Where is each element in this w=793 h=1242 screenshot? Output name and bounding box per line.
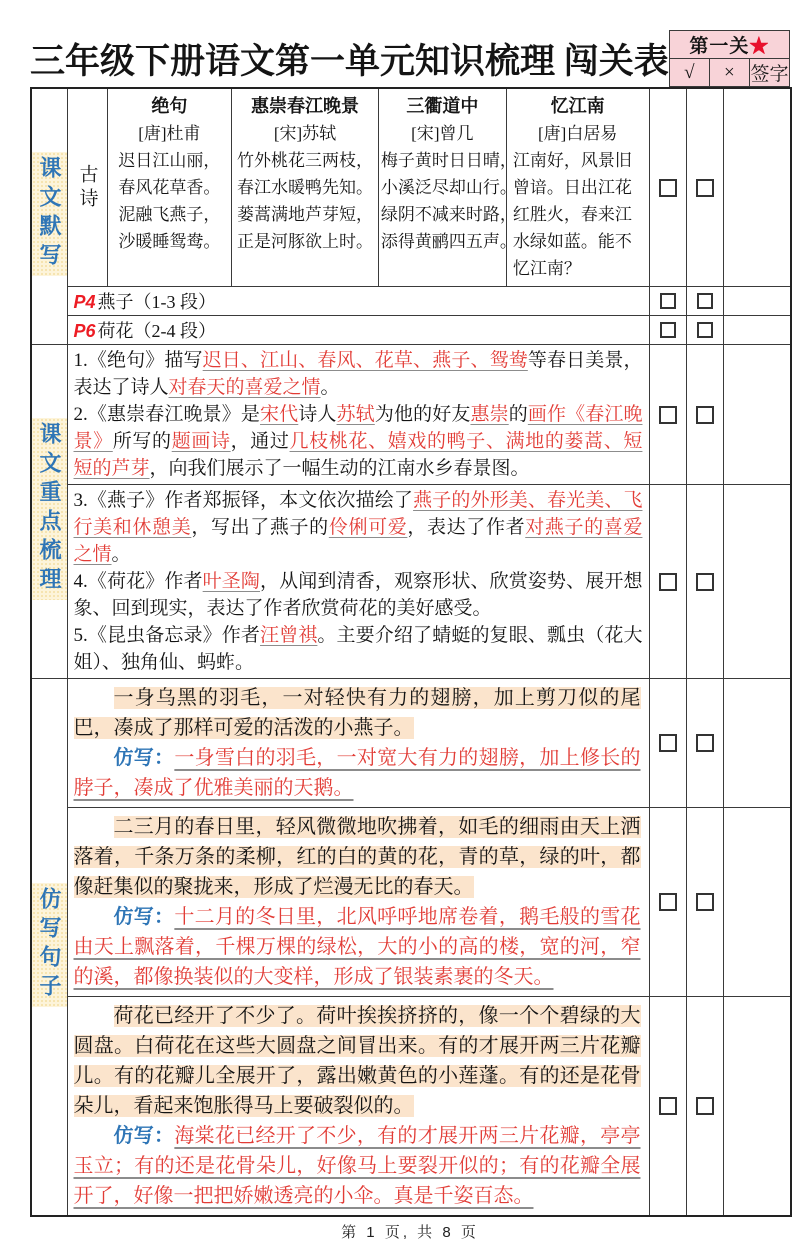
dictation-text: 燕子（1-3 段） bbox=[97, 292, 217, 312]
header bbox=[30, 30, 790, 87]
checkbox-correct[interactable] bbox=[659, 573, 677, 591]
poems-cell bbox=[67, 88, 649, 287]
dictation-text: 荷花（2-4 段） bbox=[97, 321, 217, 341]
page-ref: P4 bbox=[73, 292, 96, 312]
poem-line: 蒌蒿满地芦芽短， bbox=[237, 205, 374, 224]
pass-level-title bbox=[669, 31, 789, 59]
checkbox-wrong[interactable] bbox=[696, 893, 714, 911]
poem-line: 春风花草香。 bbox=[118, 178, 221, 197]
worksheet-table bbox=[30, 87, 792, 1217]
poem-line: 春江水暖鸭先知。 bbox=[237, 178, 374, 197]
checkbox-correct[interactable] bbox=[660, 293, 676, 309]
pass-level-box bbox=[669, 30, 790, 87]
cross-column-header: × bbox=[709, 59, 749, 87]
poem-line: 竹外桃花三两枝， bbox=[237, 151, 374, 170]
imitation-label: 仿写： bbox=[113, 906, 175, 928]
poem-author: [宋]苏轼 bbox=[273, 124, 337, 143]
signature-cell[interactable] bbox=[723, 316, 791, 345]
keypoint-item: 2.《惠崇春江晚景》是宋代诗人苏轼为他的好友惠崇的画作《春江晚景》所写的题画诗，通过几枝桃花、嬉戏的鸭子、满地的蒌蒿、短短的芦芽，向我们展示了一幅生动的江南水乡春景图。 bbox=[73, 404, 643, 479]
ancient-poetry-label: 古诗 bbox=[76, 163, 98, 212]
checkbox-correct[interactable] bbox=[659, 734, 677, 752]
signature-cell[interactable] bbox=[723, 808, 791, 997]
poem-title: 绝句 bbox=[151, 96, 188, 116]
poem-line: 江南好，风景旧曾谙。日出江花红胜火，春来江水绿如蓝。能不忆江南？ bbox=[512, 151, 632, 278]
dictation-item-p4 bbox=[67, 287, 649, 316]
original-sentence bbox=[74, 1001, 641, 1121]
imitation-answer: 海棠花已经开了不少，有的才展开两三片花瓣，亭亭玉立；有的还是花骨朵儿，好像马上要裂开似的；有的花瓣全展开了，好像一把把娇嫩透亮的小伞。真是千姿百态。 bbox=[73, 1125, 641, 1207]
poem-huichong bbox=[231, 89, 378, 286]
imitation-answer: 一身雪白的羽毛，一对宽大有力的翅膀，加上修长的脖子，凑成了优雅美丽的天鹅。 bbox=[73, 747, 641, 799]
keypoint-item: 1.《绝句》描写迟日、江山、春风、花草、燕子、鸳鸯等春日美景，表达了诗人对春天的喜爱之情。 bbox=[73, 350, 643, 398]
imitation-label: 仿写： bbox=[113, 747, 175, 769]
signature-cell[interactable] bbox=[723, 287, 791, 316]
poem-line: 迟日江山丽， bbox=[118, 151, 221, 170]
poem-line: 正是河豚欲上时。 bbox=[237, 232, 374, 251]
keypoints-group-1 bbox=[67, 345, 649, 485]
imitation-block-2 bbox=[67, 808, 649, 997]
poem-title: 忆江南 bbox=[550, 96, 605, 116]
signature-cell[interactable] bbox=[723, 679, 791, 808]
poem-line: 泥融飞燕子， bbox=[118, 205, 221, 224]
check-column-header: √ bbox=[669, 59, 709, 87]
poem-line: 绿阴不减来时路， bbox=[380, 205, 517, 224]
original-sentence bbox=[74, 812, 641, 902]
sidebar-section-imitation bbox=[31, 679, 67, 1217]
keypoint-item: 4.《荷花》作者叶圣陶，从闻到清香，观察形状、欣赏姿势、展开想象、回到现实，表达了作者欣赏荷花的美好感受。 bbox=[73, 571, 643, 619]
keypoints-section-label: 课文重点梳理 bbox=[32, 418, 67, 600]
keypoints-group-2 bbox=[67, 485, 649, 679]
poem-line: 梅子黄时日日晴， bbox=[380, 151, 517, 170]
page-ref: P6 bbox=[73, 321, 96, 341]
worksheet-page bbox=[30, 30, 790, 1242]
checkbox-wrong[interactable] bbox=[696, 573, 714, 591]
poem-yijiangnan bbox=[506, 89, 649, 286]
poem-title: 三衢道中 bbox=[406, 96, 479, 116]
poem-line: 小溪泛尽却山行。 bbox=[380, 178, 517, 197]
signature-cell[interactable] bbox=[723, 997, 791, 1217]
pass-level-label: 第一关 bbox=[689, 36, 750, 57]
dictation-section-label: 课文默写 bbox=[32, 152, 67, 276]
checkbox-wrong[interactable] bbox=[696, 1097, 714, 1115]
poem-jueju bbox=[107, 89, 232, 286]
imitation-line bbox=[74, 1121, 641, 1211]
highlighted-text: 二三月的春日里，轻风微微地吹拂着，如毛的细雨由天上洒落着，千条万条的柔柳，红的白的黄的花，青的草，绿的叶，都像赶集似的聚拢来，形成了烂漫无比的春天。 bbox=[73, 816, 641, 898]
imitation-line bbox=[74, 902, 641, 992]
signature-cell[interactable] bbox=[723, 88, 791, 287]
checkbox-wrong[interactable] bbox=[696, 179, 714, 197]
poem-line: 添得黄鹂四五声。 bbox=[380, 232, 517, 251]
checkbox-correct[interactable] bbox=[659, 406, 677, 424]
poem-line: 沙暖睡鸳鸯。 bbox=[118, 232, 221, 251]
keypoint-item: 5.《昆虫备忘录》作者汪曾祺。主要介绍了蜻蜓的复眼、瓢虫（花大姐）、独角仙、蚂蚱。 bbox=[73, 625, 643, 673]
imitation-line bbox=[74, 743, 641, 803]
poem-author: [宋]曾几 bbox=[411, 124, 474, 143]
page-title: 三年级下册语文第一单元知识梳理 闯关表 bbox=[30, 41, 669, 81]
signature-cell[interactable] bbox=[723, 345, 791, 485]
poem-author: [唐]杜甫 bbox=[138, 124, 201, 143]
imitation-section-label: 仿写句子 bbox=[32, 883, 67, 1007]
poem-sanqu bbox=[378, 89, 517, 286]
sidebar-section-keypoints bbox=[31, 345, 67, 679]
keypoint-item: 3.《燕子》作者郑振铎，本文依次描绘了燕子的外形美、春光美、飞行美和休憩美，写出了燕子的伶俐可爱，表达了作者对燕子的喜爱之情。 bbox=[73, 490, 643, 565]
checkbox-correct[interactable] bbox=[659, 1097, 677, 1115]
sign-column-header: 签字 bbox=[749, 59, 789, 87]
poem-title: 惠崇春江晚景 bbox=[251, 96, 360, 116]
imitation-block-1 bbox=[67, 679, 649, 808]
signature-cell[interactable] bbox=[723, 485, 791, 679]
imitation-answer: 十二月的冬日里，北风呼呼地席卷着，鹅毛般的雪花由天上飘落着，千棵万棵的绿松，大的小的高的楼，宽的河，窄的溪，都像换装似的大变样，形成了银装素裹的冬天。 bbox=[73, 906, 641, 988]
dictation-item-p6 bbox=[67, 316, 649, 345]
checkbox-wrong[interactable] bbox=[696, 734, 714, 752]
sidebar-section-dictation bbox=[31, 88, 67, 345]
checkbox-wrong[interactable] bbox=[697, 293, 713, 309]
imitation-block-3 bbox=[67, 997, 649, 1217]
page-footer: 第 1 页, 共 8 页 bbox=[341, 1224, 479, 1241]
ancient-poetry-label-cell bbox=[68, 89, 107, 286]
checkbox-correct[interactable] bbox=[660, 322, 676, 338]
checkbox-wrong[interactable] bbox=[697, 322, 713, 338]
poem-author: [唐]白居易 bbox=[538, 124, 618, 143]
checkbox-correct[interactable] bbox=[659, 179, 677, 197]
checkbox-wrong[interactable] bbox=[696, 406, 714, 424]
highlighted-text: 荷花已经开了不少了。荷叶挨挨挤挤的，像一个个碧绿的大圆盘。白荷花在这些大圆盘之间冒出来。有的才展开两三片花瓣儿。有的花瓣儿全展开了，露出嫩黄色的小莲蓬。有的还是花骨朵儿，看起来饱胀得马上要破裂似的。 bbox=[73, 1005, 641, 1117]
star-icon: ★ bbox=[749, 36, 770, 57]
checkbox-correct[interactable] bbox=[659, 893, 677, 911]
original-sentence bbox=[74, 683, 641, 743]
imitation-label: 仿写： bbox=[113, 1125, 175, 1147]
highlighted-text: 一身乌黑的羽毛，一对轻快有力的翅膀，加上剪刀似的尾巴，凑成了那样可爱的活泼的小燕子。 bbox=[73, 687, 641, 739]
